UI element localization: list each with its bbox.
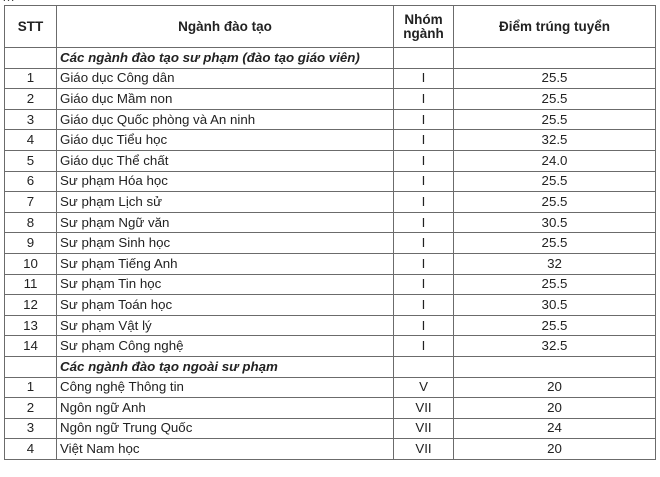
- header-major: Ngành đào tạo: [57, 6, 394, 48]
- cell-stt: 7: [5, 192, 57, 213]
- cell-major: Sư phạm Toán học: [57, 295, 394, 316]
- table-row: [5, 150, 656, 171]
- cell-group: VII: [394, 398, 454, 419]
- cell-group: I: [394, 89, 454, 110]
- cell-score: 25.5: [454, 68, 656, 89]
- section-score-cell: [454, 48, 656, 69]
- table-row: [5, 439, 656, 460]
- cell-major: Sư phạm Tin học: [57, 274, 394, 295]
- cell-group: I: [394, 336, 454, 357]
- cell-stt: 11: [5, 274, 57, 295]
- section-score-cell: [454, 356, 656, 377]
- cell-group: I: [394, 315, 454, 336]
- table-row: [5, 171, 656, 192]
- table-row: [5, 274, 656, 295]
- cell-major: Giáo dục Tiểu học: [57, 130, 394, 151]
- table-body: [5, 48, 656, 460]
- header-stt: STT: [5, 6, 57, 48]
- table-row: [5, 315, 656, 336]
- cell-score: 25.5: [454, 109, 656, 130]
- cell-major: Sư phạm Lịch sử: [57, 192, 394, 213]
- table-row: [5, 295, 656, 316]
- cell-group: I: [394, 109, 454, 130]
- cell-major: Sư phạm Tiếng Anh: [57, 253, 394, 274]
- cell-major: Giáo dục Thể chất: [57, 150, 394, 171]
- cell-major: Sư phạm Ngữ văn: [57, 212, 394, 233]
- cell-major: Sư phạm Hóa học: [57, 171, 394, 192]
- cell-major: Ngôn ngữ Anh: [57, 398, 394, 419]
- cell-score: 24: [454, 418, 656, 439]
- cell-major: Ngôn ngữ Trung Quốc: [57, 418, 394, 439]
- cell-major: Giáo dục Công dân: [57, 68, 394, 89]
- cell-score: 32.5: [454, 336, 656, 357]
- cell-major: Giáo dục Mầm non: [57, 89, 394, 110]
- cell-stt: 5: [5, 150, 57, 171]
- section-group-cell: [394, 356, 454, 377]
- cell-group: I: [394, 171, 454, 192]
- cell-major: Giáo dục Quốc phòng và An ninh: [57, 109, 394, 130]
- cell-score: 25.5: [454, 171, 656, 192]
- section-title: Các ngành đào tạo sư phạm (đào tạo giáo viên): [57, 48, 394, 69]
- cell-group: I: [394, 253, 454, 274]
- cell-stt: 13: [5, 315, 57, 336]
- table-header: [5, 6, 656, 48]
- table-row: [5, 130, 656, 151]
- cell-score: 20: [454, 439, 656, 460]
- cell-stt: 2: [5, 398, 57, 419]
- cropped-text-fragment: [2, 0, 15, 4]
- cell-stt: 4: [5, 439, 57, 460]
- cell-score: 20: [454, 377, 656, 398]
- cell-score: 25.5: [454, 315, 656, 336]
- cell-major: Sư phạm Công nghệ: [57, 336, 394, 357]
- cell-stt: 3: [5, 109, 57, 130]
- section-stt-cell: [5, 356, 57, 377]
- cell-score: 20: [454, 398, 656, 419]
- table-row: [5, 192, 656, 213]
- cell-major: Sư phạm Vật lý: [57, 315, 394, 336]
- cell-stt: 9: [5, 233, 57, 254]
- cell-group: I: [394, 130, 454, 151]
- cell-stt: 14: [5, 336, 57, 357]
- header-row: [5, 6, 656, 48]
- cell-stt: 12: [5, 295, 57, 316]
- section-group-cell: [394, 48, 454, 69]
- table-row: [5, 377, 656, 398]
- section-header-row: [5, 356, 656, 377]
- cell-stt: 1: [5, 68, 57, 89]
- section-header-row: [5, 48, 656, 69]
- cell-group: I: [394, 295, 454, 316]
- table-row: [5, 398, 656, 419]
- cell-stt: 2: [5, 89, 57, 110]
- cell-group: VII: [394, 439, 454, 460]
- cell-stt: 4: [5, 130, 57, 151]
- cell-group: V: [394, 377, 454, 398]
- table-row: [5, 418, 656, 439]
- cell-group: I: [394, 68, 454, 89]
- cell-stt: 6: [5, 171, 57, 192]
- cell-score: 25.5: [454, 89, 656, 110]
- cell-group: I: [394, 233, 454, 254]
- cell-stt: 1: [5, 377, 57, 398]
- cell-score: 25.5: [454, 233, 656, 254]
- table-row: [5, 89, 656, 110]
- table-row: [5, 233, 656, 254]
- table-row: [5, 336, 656, 357]
- cell-group: I: [394, 212, 454, 233]
- cell-group: I: [394, 150, 454, 171]
- table-row: [5, 68, 656, 89]
- header-group: Nhóm ngành: [394, 6, 454, 48]
- section-title: Các ngành đào tạo ngoài sư phạm: [57, 356, 394, 377]
- header-score: Điểm trúng tuyển: [454, 6, 656, 48]
- table-row: [5, 109, 656, 130]
- cell-stt: 3: [5, 418, 57, 439]
- cell-group: VII: [394, 418, 454, 439]
- cell-score: 32: [454, 253, 656, 274]
- cell-stt: 8: [5, 212, 57, 233]
- cell-score: 30.5: [454, 295, 656, 316]
- cell-group: I: [394, 192, 454, 213]
- cell-stt: 10: [5, 253, 57, 274]
- table-row: [5, 212, 656, 233]
- cell-score: 32.5: [454, 130, 656, 151]
- cell-group: I: [394, 274, 454, 295]
- cell-score: 25.5: [454, 274, 656, 295]
- cell-score: 24.0: [454, 150, 656, 171]
- cell-major: Việt Nam học: [57, 439, 394, 460]
- section-stt-cell: [5, 48, 57, 69]
- cell-major: Sư phạm Sinh học: [57, 233, 394, 254]
- table-row: [5, 253, 656, 274]
- cell-major: Công nghệ Thông tin: [57, 377, 394, 398]
- admission-score-table: [4, 5, 656, 460]
- cell-score: 25.5: [454, 192, 656, 213]
- cell-score: 30.5: [454, 212, 656, 233]
